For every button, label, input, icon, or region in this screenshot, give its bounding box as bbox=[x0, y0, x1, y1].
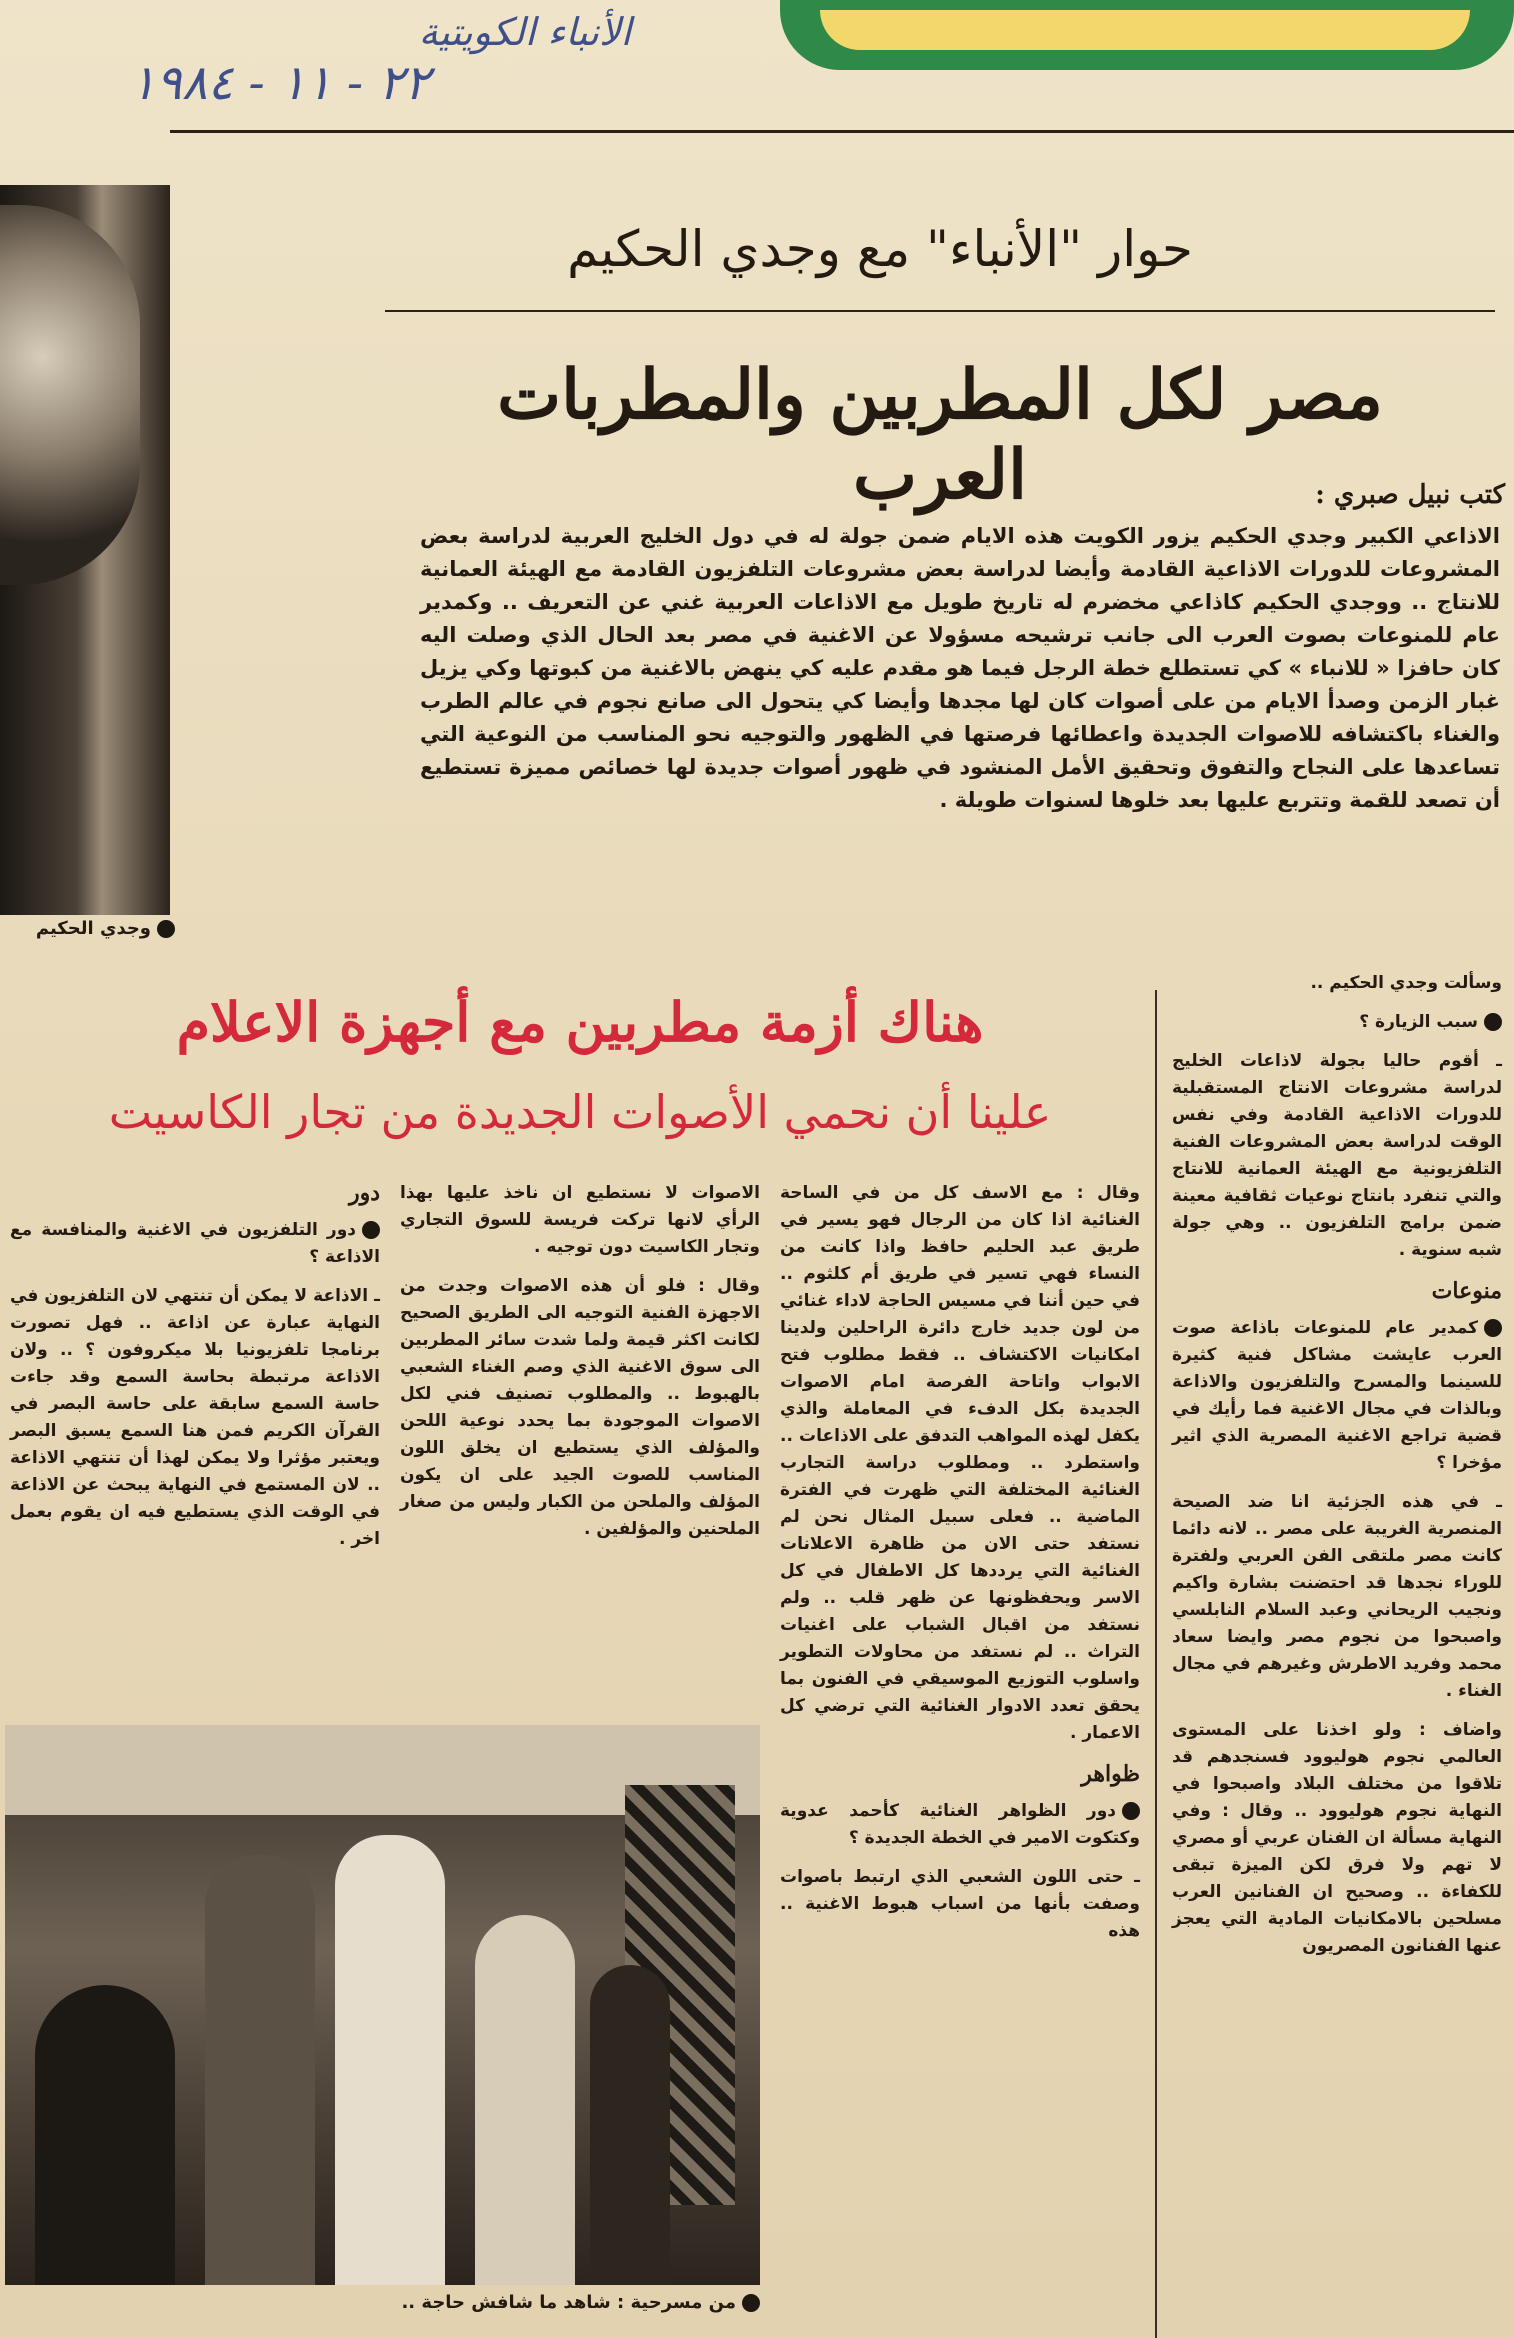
column-3 bbox=[400, 1180, 760, 1555]
masthead-logo bbox=[780, 0, 1514, 95]
col1-question-1: سبب الزيارة ؟ bbox=[1172, 1009, 1502, 1036]
column-1 bbox=[1172, 970, 1502, 1972]
column-divider bbox=[1155, 990, 1157, 2338]
portrait-photo bbox=[0, 185, 170, 915]
red-headline-2: علينا أن نحمي الأصوات الجديدة من تجار الكاسيت bbox=[108, 1085, 1052, 1139]
header-kicker: حوار "الأنباء" مع وجدي الحكيم bbox=[567, 220, 1193, 278]
byline: كتب نبيل صبري : bbox=[1315, 480, 1505, 510]
col3-answer-2: وقال : فلو أن هذه الاصوات وجدت من الاجهزة الفنية التوجيه الى الطريق الصحيح لكانت اكثر قيمة ولما شدت سائر المطربين الى سوق الاغنية الذي وصم الغناء الشعبي بالهبوط .. والمطلوب تصنيف فني لكل الاصوات الموجودة بما يحدد نوعية اللحن والمؤلف الذي يستطيع ان يخلق اللون المناسب للصوت الجيد على ان يكون المؤلف والملحن من الكبار وليس من صغار الملحنين والمؤلفين . bbox=[400, 1276, 760, 1539]
photo-caption-top: وجدي الحكيم bbox=[0, 918, 175, 939]
col1-answer-3: واضاف : ولو اخذنا على المستوى العالمي نجوم هوليوود فسنجدهم قد تلاقوا من مختلف البلاد واصبحوا في النهاية نجوم هوليوود .. وقال : وفي النهاية مسألة ان الفنان عربي أو مصري لا تهم ولا فرق لكن الميزة تبقى للكفاءة .. وصحيح ان الفنانين العرب مسلحين بالامكانيات المادية التي يعجز عنها الفنانون المصريون bbox=[1172, 1720, 1502, 1956]
column-4 bbox=[10, 1180, 380, 1565]
intro-paragraph: الاذاعي الكبير وجدي الحكيم يزور الكويت هذه الايام ضمن جولة له في دول الخليج العربية لدراسة بعض المشروعات للدورات الاذاعية القادمة وأيضا لدراسة بعض مشروعات التلفزيون القادمة مع الهيئة العمانية للانتاج .. ووجدي الحكيم كاذاعي مخضرم له تاريخ طويل مع الاذاعات العربية غني عن التعريف .. وكمدير عام للمنوعات بصوت العرب الى جانب ترشيحه مسؤولا عن الاغنية في مصر بعد الحال الذي وصلت اليه كان حافزا « للانباء » كي تستطلع خطة الرجل فيما هو مقدم عليه كي ينهض بالاغنية من كبوتها وكي يزيل غبار الزمن وصدأ الايام من على أصوات كان لها مجدها وأيضا كي يتحول الى صانع نجوم في عالم الطرب والغناء باكتشافه للاصوات الجديدة واعطائها فرصتها في الظهور والتوجيه نحو المناسب من النوعية التي تساعدها على النجاح والتفوق وتحقيق الأمل المنشود في ظهور أصوات جديدة لها خصائص مميزة تستطيع أن تصعد للقمة وتتربع عليها بعد خلوها لسنوات طويلة . bbox=[420, 524, 1500, 812]
col1-subhead: منوعات bbox=[1431, 1278, 1502, 1304]
col2-answer-1: وقال : مع الاسف كل من في الساحة الغنائية اذا كان من الرجال فهو يسير في طريق عبد الحليم حافظ واذا كانت من النساء فهي تسير في طريق أم كلثوم .. في حين أننا في مسيس الحاجة لاداء غنائي من لون جديد خارج دائرة الراحلين ولدينا امكانيات الاكتشاف .. فقط مطلوب فتح الابواب واتاحة الفرصة امام الاصوات الجديدة بكل الدفء في المعاملة والذي يكفل لهذه المواهب التدفق على الاذاعات .. واستطرد .. ومطلوب دراسة التجارب الغنائية المختلفة التي ظهرت في الفترة الماضية .. فعلى سبيل المثال نحن لم نستفد حتى الان من ظاهرة الاعلانات الغنائية التي يرددها كل الاطفال في كل الاسر ويحفظونها عن ظهر قلب .. ولم نستفد من اقبال الشباب على اغنيات التراث .. لم نستفد من محاولات التطوير واسلوب التوزيع الموسيقي في الفنون بما يحقق تعدد الادوار الغنائية التي ترضي كل الاعمار . bbox=[780, 1183, 1140, 1743]
red-headline-1: هناك أزمة مطربين مع أجهزة الاعلام bbox=[176, 990, 984, 1054]
col2-question: دور الظواهر الغنائية كأحمد عدوية وكتكوت الامير في الخطة الجديدة ؟ bbox=[780, 1801, 1140, 1848]
col1-lead: وسألت وجدي الحكيم .. bbox=[1310, 973, 1502, 993]
col4-answer: ـ الاذاعة لا يمكن أن تنتهي لان التلفزيون في النهاية عبارة عن اذاعة .. فهل تصورت برنامجا تلفزيونيا بلا ميكروفون ؟ .. ولان الاذاعة مرتبطة بحاسة السمع وقد جاءت حاسة السمع سابقة على حاسة البصر في القرآن الكريم فمن هنا السمع يسبق البصر ويعتبر مؤثرا ولا يمكن لهذا أن تنتهي الاذاعة .. لان المستمع في النهاية يبحث عن الاذاعة في الوقت الذي يستطيع فيه ان يقوم بعمل اخر . bbox=[10, 1286, 380, 1549]
column-2 bbox=[780, 1180, 1140, 1957]
col1-answer-1: ـ أقوم حاليا بجولة لاذاعات الخليج لدراسة مشروعات الانتاج المستقبلية للدورات الاذاعية القادمة وفي نفس الوقت لدراسة بعض المشروعات الفنية التلفزيونية مع الهيئة العمانية للانتاج والتي تنفرد بانتاج نوعيات ثقافية معينة ضمن برامج التلفزيون .. وهي جولة شبه سنوية . bbox=[1172, 1051, 1502, 1260]
col2-answer-2: ـ حتى اللون الشعبي الذي ارتبط باصوات وصفت بأنها من اسباب هبوط الاغنية .. هذه bbox=[780, 1867, 1140, 1941]
handwritten-source: الأنباء الكويتية bbox=[418, 10, 632, 54]
handwritten-date: ٢٢ - ١١ - ١٩٨٤ bbox=[130, 55, 430, 111]
col2-subhead: ظواهر bbox=[1081, 1761, 1140, 1787]
photo-caption-bottom: من مسرحية : شاهد ما شافش حاجة .. bbox=[150, 2292, 760, 2313]
header-title: مصر لكل المطربين والمطربات العرب bbox=[497, 355, 1383, 515]
stage-photo bbox=[5, 1725, 760, 2285]
col4-subhead: دور bbox=[348, 1180, 380, 1206]
kicker-rule bbox=[385, 310, 1495, 312]
col1-question-2: كمدير عام للمنوعات باذاعة صوت العرب عايشت مشاكل فنية كثيرة للسينما والمسرح والتلفزيون والاذاعة وبالذات في مجال الاغنية فما رأيك في قضية تراجع الاغنية المصرية الذي اثير مؤخرا ؟ bbox=[1172, 1318, 1502, 1473]
col4-question: دور التلفزيون في الاغنية والمنافسة مع الاذاعة ؟ bbox=[10, 1220, 380, 1267]
top-rule bbox=[170, 130, 1514, 133]
col1-answer-2: ـ في هذه الجزئية انا ضد الصيحة المنصرية الغريبة على مصر .. لانه دائما كانت مصر ملتقى الفن العربي ولفترة للوراء نجدها قد احتضنت بشارة واكيم ونجيب الريحاني وعبد السلام النابلسي واصبحوا من نجوم مصر وايضا سعاد محمد وفريد الاطرش وغيرهم في مجال الغناء . bbox=[1172, 1492, 1502, 1701]
col3-answer-1: الاصوات لا نستطيع ان ناخذ عليها بهذا الرأي لانها تركت فريسة للسوق التجاري وتجار الكاسيت دون توجيه . bbox=[400, 1183, 760, 1257]
